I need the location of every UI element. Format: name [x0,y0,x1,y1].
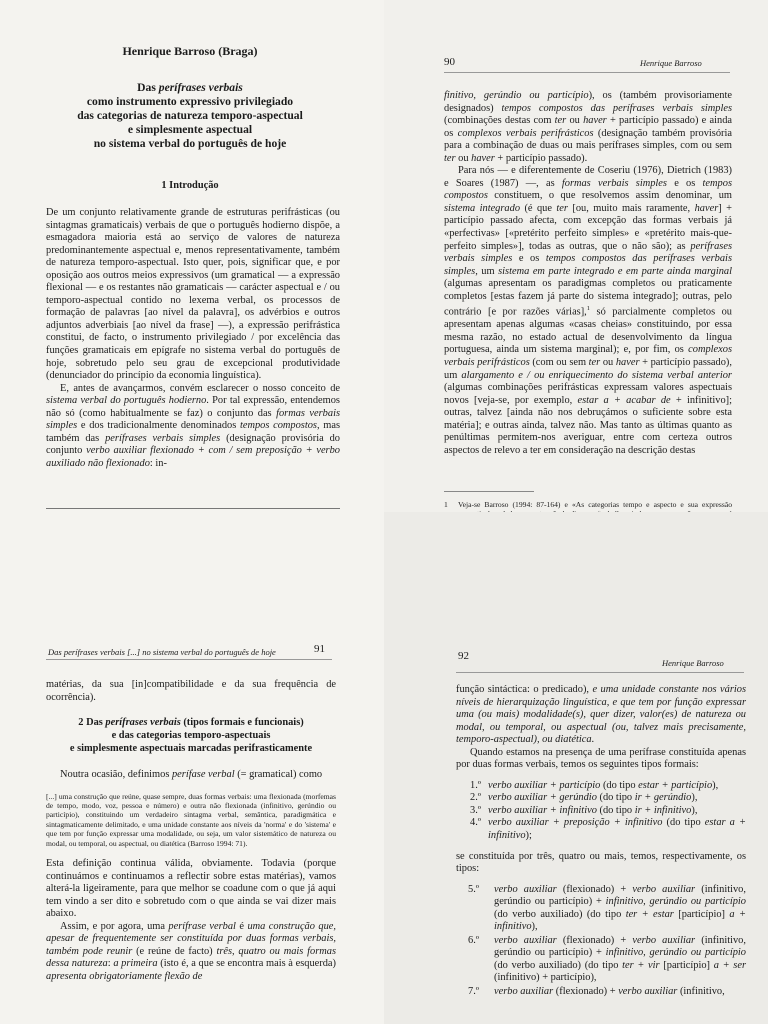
page-91 [0,512,384,1024]
paragraph: função sintáctica: o predicado), e uma unidade constante nos vários níveis de hierarquização linguística, e que tem por função expressar uma (ou mais) modalidade(s), quer dizer, valor(es) de natureza ou modal, ou temporal, ou aspectual (ou, talvez mais precisamente, temporo-aspectual), ou diatética. [456,684,747,746]
paragraph: Esta definição continua válida, obviamente. Todavia (porque continuámos e continuamos a reflectir sobre estas matérias), vamos alterá-la ligeiramente, para que melhor se coadune com o que já aqui tem vindo a ser dito e sobretudo com o que ainda se vai dizer mais abaixo. [46,858,336,920]
paragraph: Assim, e por agora, uma perífrase verbal é uma construção que, apesar de frequentemente ser constituída por duas formas verbais, também pode reunir (e reúne de facto) três, quatro ou mais formas dessa natureza: a primeira (isto é, a que se encontra mais à esquerda) apresenta obrigatoriamente flexão de [46,920,337,982]
page-89 [0,0,384,512]
body-column [444,90,732,457]
list-item: 4.º verbo auxiliar + preposição + infinitivo (do tipo estar a + infinitivo); [470,817,746,842]
running-head: Das perífrases verbais [...] no sistema verbal do português de hoje [48,647,276,657]
block-quote: [...] uma construção que reúne, quase sempre, duas formas verbais: uma flexionada (morfemas de tempo, modo, voz, pessoa e número) e outra não flexionada (infinitivo, gerúndio ou particípio), constituindo um verdadeiro sintagma verbal, semântica, paradigmática e sintagmaticamente delimitado, e uma unidade constante aos níveis da 'norma' e do 'sistema' e que tem por função expressar uma modalidade, ou seja, um valor sistemático de natureza ou modal, ou temporal, ou aspectual, ou diatética (Barroso 1994: 71). [46,791,336,848]
list-item: 3.º verbo auxiliar + infinitivo (do tipo ir + infinitivo), [470,804,698,816]
list-item: 7.º verbo auxiliar (flexionado) + verbo auxiliar (infinitivo, [468,986,725,998]
footnote-text: Veja-se Barroso (1994: 87-164) e «As categorias tempo e aspecto e sua expressão [458,500,732,509]
citation-divider [46,508,340,509]
title-line-1: Das [137,81,159,94]
list-item: 5.º verbo auxiliar (flexionado) + verbo auxiliar (infinitivo, gerúndio ou particípio) + infinitivo, gerúndio ou particípio (do verbo auxiliado) (do tipo ter + estar [particípio] a + infinitivo), [468,883,747,933]
running-head: Henrique Barroso [640,58,702,68]
paragraph: Noutra ocasião, definimos perífase verbal (= gramatical) como [60,769,323,781]
header-rule [46,659,332,660]
footnote-rule [444,491,534,492]
list-item: 1.º verbo auxiliar + particípio (do tipo estar + particípio), [470,779,719,791]
list-item: 6.º verbo auxiliar (flexionado) + verbo auxiliar (infinitivo, gerúndio ou particípio) + infinitivo, gerúndio ou particípio (do verbo auxiliado) (do tipo ter + vir [particípio] a + ser (infinitivo) + particípio), [468,934,747,984]
paragraph: se constituída por três, quatro ou mais, temos, respectivamente, os tipos: [456,850,746,875]
list-item: 2.º verbo auxiliar + gerúndio (do tipo ir + gerúndio), [470,792,698,804]
title-line-3: das categorias de natureza temporo-aspectual [77,109,303,122]
body-column [46,679,336,984]
author-line: Henrique Barroso (Braga) [122,44,258,58]
paragraph: finitivo, gerúndio ou particípio), os (também provisoriamente designados) tempos compostos das perífrases verbais simples (combinações destas com ter ou haver + particípio passado) e ainda os complexos verbais perifrásticos (designação também provisória para a combinação de duas ou mais perífrases simples, com ou sem ter ou haver + particípio passado). [444,90,733,164]
body-column [456,684,746,1000]
header-rule [456,672,744,673]
body-column [46,207,340,470]
article-title [40,81,340,151]
page-90 [384,0,768,512]
running-head: Henrique Barroso [662,658,724,668]
paragraph: Para nós — e diferentemente de Coseriu (1976), Dietrich (1983) e Soares (1987) —, as formas verbais simples e os tempos compostos constituem, o que resolvemos assim denominar, um sistema integrado (é que ter [ou, muito mais raramente, haver] + particípio passado afecta, com excepção das formas verbais já «perfectivas» [«pretérito perfeito simples» e «pretérito mais-que-perfeito simples»], todas as outras, que o não são); as perífrases verbais simples e os tempos compostos das perífrases verbais simples, um sistema em parte integrado e em parte ainda marginal (algumas apresentam os paradigmas completos ou praticamente completos [estas fazem já parte do sistema integrado]; outras, pelo contrário [e por razões várias],$^1$ só parcialmente completos ou apresentam apenas algumas «casas cheias» constituindo, por essa mesma razão, no estado actual de desenvolvimento da língua portuguesa, ainda um sistema marginal); e, por fim, os complexos verbais perifrásticos (com ou sem ter ou haver + particípio passado), um alargamento e / ou enriquecimento do sistema verbal anterior (algumas combinações perifrásticas expressam valores aspectuais novos [veja-se, por exemplo, estar a + acabar de + infinitivo]; outras, talvez [ainda não nos debruçámos o suficiente sobre esta matéria]; e outras ainda, talvez não. Mas tanto as últimas quanto as penúltimas permitem-nos averiguar, entre com certeza outros aspectos de relevo a ter em consideração na descrição destas [444,165,733,456]
title-line-5: no sistema verbal do português de hoje [93,137,287,150]
page-number: 92 [458,650,469,662]
section-heading: 2 Das perífrases verbais (tipos formais e funcionais) e das categorias temporo-aspectuais e simplesmente aspectuais marcadas perifrasticamente [69,717,313,755]
formal-types-list [456,780,746,843]
title-line-4: e simplesmente aspectual [127,123,253,136]
footnote-ref: 1 [586,305,591,313]
formal-types-list-2 [456,884,746,999]
paragraph: Quando estamos na presença de uma perífrase constituída apenas por duas formas verbais, temos os seguintes tipos formais: [456,746,746,771]
paragraph: De um conjunto relativamente grande de estruturas perifrásticas (ou sintagmas gramaticais) verbais de que o português hodierno dispõe, a esmagadora maioria está ao serviço de valores de natureza predominantemente aspectual e, menos representativamente, também de natureza temporo-aspectual. Isto quer, pois, significar que, e por oposição aos outros meios expressivos (um gramatical — a expressão flexional — e os restantes não gramaticais — carácter aspectual e / ou temporo-aspectual contido no lexema verbal, os processos de formação de palavras [ao nível da palavra], os advérbios e outros adjuntos adverbiais [ao nível da frase] —), a expressão perifrástica constitui, de facto, o instrumento privilegiado / por excelência das funções gramaticais em epígrafe no sistema verbal do português de hoje, sobretudo pelo seu grau de excepcional produtividade (denunciador do princípio da economia linguística). [46,207,340,382]
page-number: 90 [444,56,455,68]
title-line-2: como instrumento expressivo privilegiado [86,95,294,108]
page-92 [384,512,768,1024]
paragraph: matérias, da sua [in]compatibilidade e da sua frequência de ocorrência). [46,679,336,703]
paragraph: E, antes de avançarmos, convém esclarecer o nosso conceito de sistema verbal do português hodierno. Por tal expressão, entendemos não só (como habitualmente se faz) o conjunto das formas verbais simples e dos tradicionalmente denominados tempos compostos, mas também das perífrases verbais simples (designação provisória do conjunto verbo auxiliar flexionado + com / sem preposição + verbo auxiliado não flexionado: in- [46,382,341,469]
footnote-mark: 1 [444,500,448,509]
header-rule [444,72,730,73]
title-line-1-italic: perífrases verbais [158,81,243,94]
page-number: 91 [314,643,325,655]
section-heading: 1 Introdução [161,180,219,191]
